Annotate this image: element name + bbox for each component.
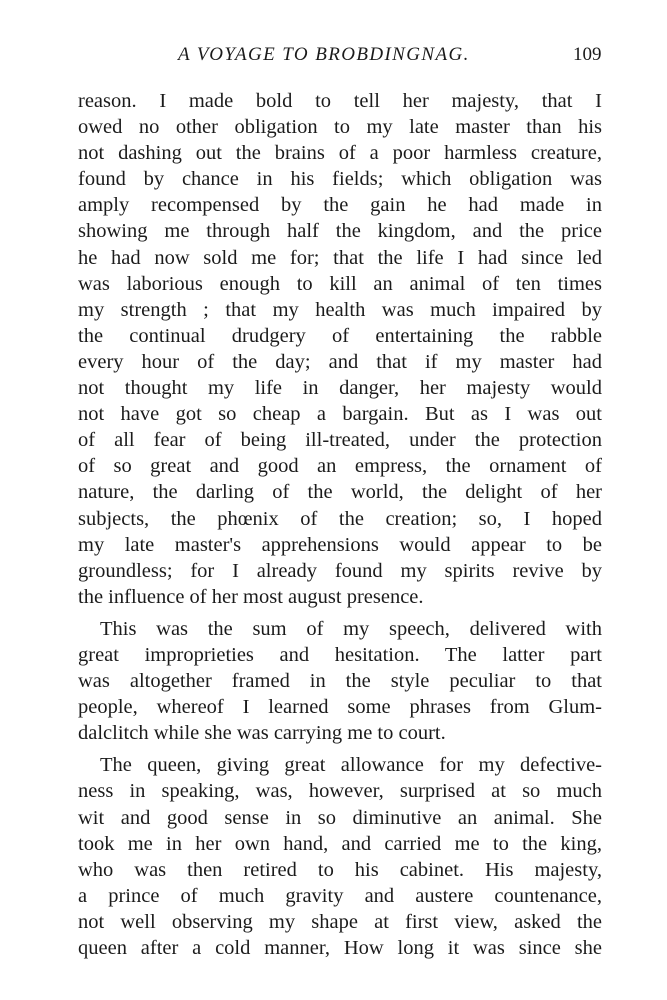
running-title: A VOYAGE TO BROBDINGNAG. xyxy=(178,44,470,65)
text-line: the influence of her most august presence. xyxy=(78,585,424,608)
text-line: not have got so cheap a bargain. But as I was out xyxy=(78,403,602,426)
running-head xyxy=(0,44,667,74)
text-line: groundless; for I already found my spirits revive by xyxy=(78,559,602,582)
text-line: great improprieties and hesitation. The latter part xyxy=(78,643,602,666)
text-line: my late master's apprehensions would appear to be xyxy=(78,533,602,556)
paragraph-2 xyxy=(78,616,602,746)
text-line: subjects, the phœnix of the creation; so, I hoped xyxy=(78,507,602,530)
text-line: This was the sum of my speech, delivered with xyxy=(100,617,602,640)
text-line: he had now sold me for; that the life I had since led xyxy=(78,246,602,269)
paragraph-3 xyxy=(78,752,602,961)
text-line: found by chance in his fields; which obligation was xyxy=(78,168,602,191)
text-line: a prince of much gravity and austere countenance, xyxy=(78,884,602,907)
text-line: took me in her own hand, and carried me to the king, xyxy=(78,832,602,855)
text-line: was altogether framed in the style peculiar to that xyxy=(78,670,602,693)
text-line: the continual drudgery of entertaining the rabble xyxy=(78,324,602,347)
text-line: reason. I made bold to tell her majesty, that I xyxy=(78,90,602,112)
text-line: amply recompensed by the gain he had made in xyxy=(78,194,602,217)
text-line: nature, the darling of the world, the delight of her xyxy=(78,481,602,504)
text-line: of all fear of being ill-treated, under the protection xyxy=(78,429,602,452)
page-number: 109 xyxy=(573,44,602,65)
text-line: ness in speaking, was, however, surprised at so much xyxy=(78,780,602,803)
text-line: queen after a cold manner, How long it was since she xyxy=(78,937,602,959)
text-line: who was then retired to his cabinet. His majesty, xyxy=(78,858,602,881)
text-line: owed no other obligation to my late master than his xyxy=(78,116,602,139)
text-line: every hour of the day; and that if my master had xyxy=(78,350,602,373)
paragraph-1 xyxy=(78,88,602,610)
text-line: was laborious enough to kill an animal of ten times xyxy=(78,272,602,295)
body-text xyxy=(78,88,602,961)
text-line: wit and good sense in so diminutive an animal. She xyxy=(78,806,602,829)
text-line: not thought my life in danger, her majesty would xyxy=(78,377,602,400)
text-line: people, whereof I learned some phrases from Glum- xyxy=(78,696,602,719)
text-line: of so great and good an empress, the ornament of xyxy=(78,455,602,478)
text-line: The queen, giving great allowance for my defective- xyxy=(100,754,602,777)
text-line: my strength ; that my health was much impaired by xyxy=(78,298,602,321)
text-line: not well observing my shape at first view, asked the xyxy=(78,910,602,933)
text-line: showing me through half the kingdom, and the price xyxy=(78,220,602,243)
text-line: dalclitch while she was carrying me to court. xyxy=(78,722,446,745)
text-line: not dashing out the brains of a poor harmless creature, xyxy=(78,142,602,165)
